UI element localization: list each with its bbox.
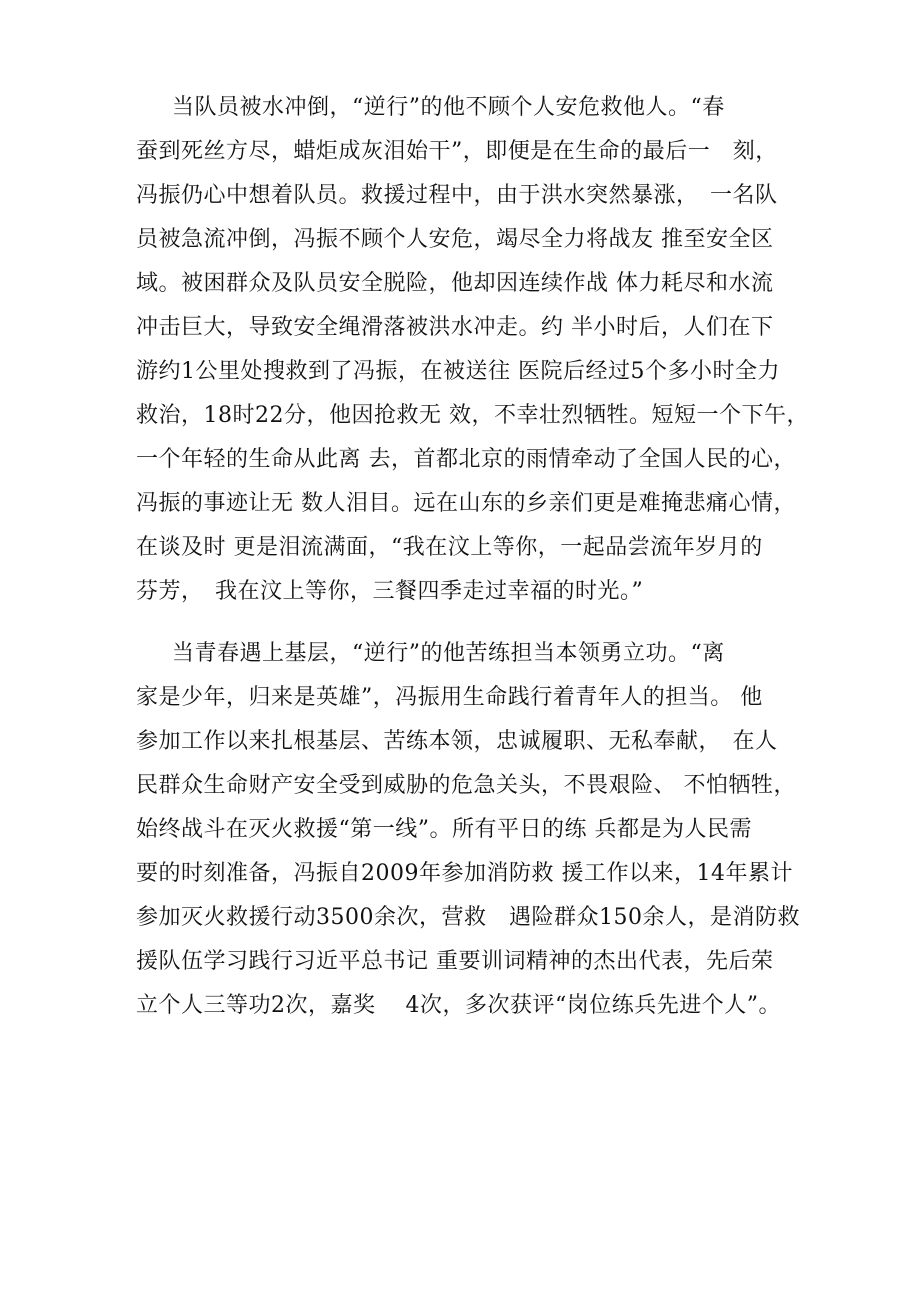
paragraph-line: 援队伍学习践行习近平总书记 重要训词精神的杰出代表，先后荣: [136, 949, 774, 974]
paragraph-line: 一个年轻的生命从此离 去，首都北京的雨情牵动了全国人民的心，: [136, 447, 796, 472]
paragraph-line: 在谈及时 更是泪流满面，“我在汶上等你，一起品尝流年岁月的: [136, 535, 763, 560]
paragraph-line: 游约1公里处搜救到了冯振，在被送往 医院后经过5个多小时全力: [136, 359, 780, 384]
paragraph-line: 参加灭火救援行动3500余次，营救 遇险群众150余人，是消防救: [136, 905, 800, 930]
paragraph-line: 参加工作以来扎根基层、苦练本领，忠诚履职、无私奉献， 在人: [136, 729, 778, 754]
paragraph-line: 冯振仍心中想着队员。救援过程中，由于洪水突然暴涨， 一名队: [136, 183, 778, 208]
paragraph-line: 员被急流冲倒，冯振不顾个人安危，竭尽全力将战友 推至安全区: [136, 227, 774, 252]
paragraph-line: 家是少年，归来是英雄”，冯振用生命践行着青年人的担当。 他: [136, 685, 763, 710]
paragraph-line: 救治，18时22分，他因抢救无 效，不幸壮烈牺牲。短短一个下午，: [136, 403, 809, 428]
paragraph-line: 当队员被水冲倒，“逆行”的他不顾个人安危救他人。“春: [172, 95, 725, 120]
paragraph-line: 冯振的事迹让无 数人泪目。远在山东的乡亲们更是难掩悲痛心情，: [136, 491, 796, 516]
paragraph-line: 冲击巨大，导致安全绳滑落被洪水冲走。约 半小时后，人们在下: [136, 315, 774, 340]
paragraph-line: 民群众生命财产安全受到威胁的危急关头，不畏艰险、 不怕牺牲，: [136, 773, 796, 798]
paragraph-line: 蚕到死丝方尽，蜡炬成灰泪始干”，即便是在生命的最后一 刻，: [136, 139, 778, 164]
paragraph-line: 始终战斗在灭火救援“第一线”。所有平日的练 兵都是为人民需: [136, 817, 752, 842]
paragraph-line: 芬芳， 我在汶上等你，三餐四季走过幸福的时光。”: [136, 579, 644, 604]
paragraph-line: 域。被困群众及队员安全脱险，他却因连续作战 体力耗尽和水流: [136, 271, 774, 296]
paragraph-line: 当青春遇上基层，“逆行”的他苦练担当本领勇立功。“离: [172, 641, 725, 666]
paragraph-line: 立个人三等功2次，嘉奖 4次，多次获评“岗位练兵先进个人”。: [136, 993, 781, 1018]
paragraph-line: 要的时刻准备，冯振自2009年参加消防救 援工作以来，14年累计: [136, 861, 793, 886]
